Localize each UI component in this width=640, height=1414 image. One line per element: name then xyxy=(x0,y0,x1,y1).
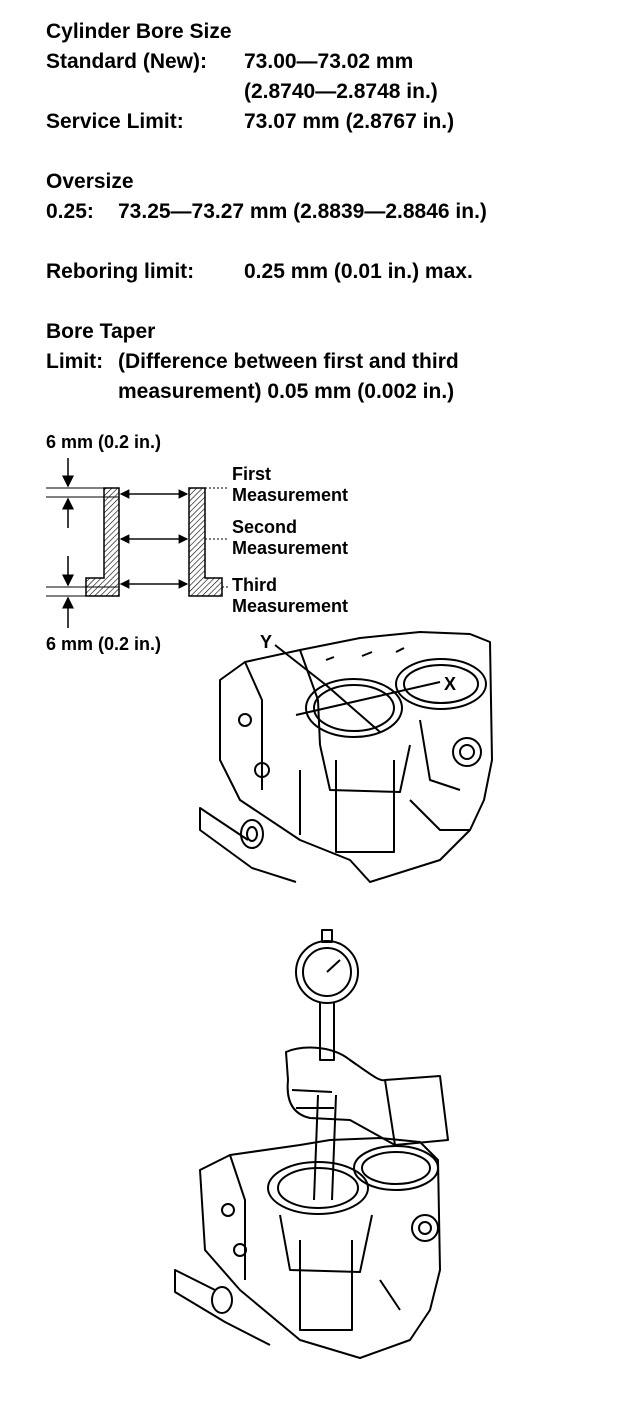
bore-taper-limit-label: Limit: xyxy=(46,350,104,373)
reboring-limit-label: Reboring limit: xyxy=(46,260,195,283)
first-measurement-label-1: First xyxy=(232,464,272,484)
second-measurement-label-2: Measurement xyxy=(232,538,349,558)
oversize-label: 0.25: xyxy=(46,200,94,223)
third-measurement-label-1: Third xyxy=(232,575,277,595)
oversize-heading: Oversize xyxy=(46,170,134,193)
x-direction-label: X xyxy=(444,674,457,694)
bore-taper-line-1: (Difference between first and third xyxy=(118,350,459,373)
top-offset-dimension: 6 mm (0.2 in.) xyxy=(46,432,162,452)
oversize-value: 73.25—73.27 mm (2.8839—2.8846 in.) xyxy=(118,200,487,223)
standard-value-inches: (2.8740—2.8748 in.) xyxy=(244,80,438,103)
service-limit-value: 73.07 mm (2.8767 in.) xyxy=(244,110,455,133)
second-measurement-label-1: Second xyxy=(232,517,298,537)
y-direction-label: Y xyxy=(260,632,273,652)
reboring-limit-value: 0.25 mm (0.01 in.) max. xyxy=(244,260,473,283)
first-measurement-label-2: Measurement xyxy=(232,485,349,505)
third-measurement-label-2: Measurement xyxy=(232,596,349,616)
bore-taper-heading: Bore Taper xyxy=(46,320,156,343)
standard-label: Standard (New): xyxy=(46,50,208,73)
bore-size-heading: Cylinder Bore Size xyxy=(46,20,232,43)
bore-taper-line-2: measurement) 0.05 mm (0.002 in.) xyxy=(118,380,455,403)
bottom-offset-dimension: 6 mm (0.2 in.) xyxy=(46,634,162,654)
standard-value: 73.00—73.02 mm xyxy=(244,50,414,73)
service-limit-label: Service Limit: xyxy=(46,110,184,133)
